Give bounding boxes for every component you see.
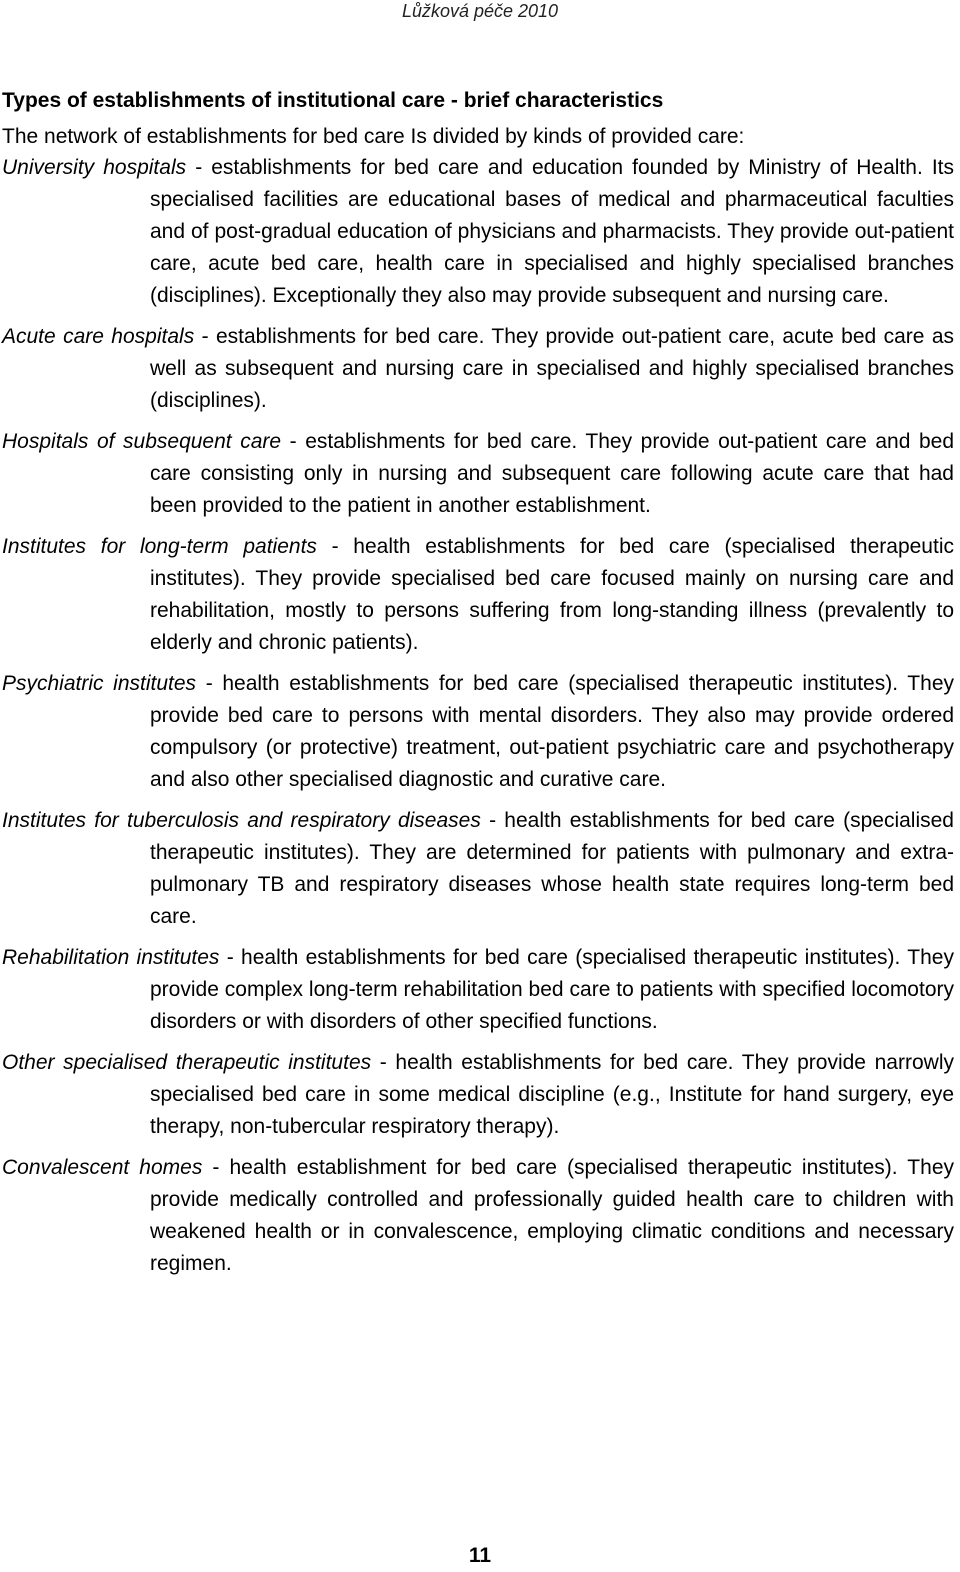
document-body bbox=[2, 86, 954, 1289]
entry-term: Other specialised therapeutic institutes bbox=[2, 1051, 372, 1074]
entry-description: - health establishment for bed care (specialised therapeutic institutes). They provide medically controlled and professionally guided health care to children with weakened health or in convalescence, employing climatic conditions and necessary regimen. bbox=[150, 1156, 954, 1275]
running-header: Lůžková péče 2010 bbox=[401, 1, 559, 21]
entry-psychiatric-institutes bbox=[2, 668, 954, 796]
entry-description: - health establishments for bed care (specialised therapeutic institutes). They provide specialised bed care focused mainly on nursing care and rehabilitation, mostly to persons suffering from long-standing illness (prevalently to elderly and chronic patients). bbox=[150, 535, 954, 654]
entry-description: - health establishments for bed care (specialised therapeutic institutes). They provide complex long-term rehabilitation bed care to patients with specified locomotory disorders or with disorders of other specified functions. bbox=[150, 946, 954, 1033]
entry-convalescent-homes bbox=[2, 1152, 954, 1280]
entry-other-specialised-institutes bbox=[2, 1047, 954, 1143]
entry-term: Acute care hospitals bbox=[2, 325, 195, 348]
entry-term: Psychiatric institutes bbox=[2, 672, 197, 695]
entry-description: - establishments for bed care. They provide out-patient care, acute bed care as well as subsequent and nursing care in specialised and highly specialised branches (disciplines). bbox=[150, 325, 954, 412]
entry-description: - establishments for bed care. They provide out-patient care and bed care consisting only in nursing and subsequent care following acute care that had been provided to the patient in another establishment. bbox=[150, 430, 954, 517]
intro-paragraph: The network of establishments for bed care Is divided by kinds of provided care: bbox=[2, 125, 745, 148]
entry-term: Hospitals of subsequent care bbox=[2, 430, 282, 453]
entry-description: - health establishments for bed care. They provide narrowly specialised bed care in some medical discipline (e.g., Institute for hand surgery, eye therapy, non-tubercular respiratory therapy). bbox=[150, 1051, 954, 1138]
entry-tuberculosis-institutes bbox=[2, 805, 954, 933]
entry-acute-care-hospitals bbox=[2, 321, 954, 417]
entry-term: University hospitals bbox=[2, 156, 187, 179]
entry-term: Convalescent homes bbox=[2, 1156, 203, 1179]
entry-description: - health establishments for bed care (specialised therapeutic institutes). They provide bed care to persons with mental disorders. They also may provide ordered compulsory (or protective) treatment, out-patient psychiatric care and psychotherapy and also other specialised diagnostic and curative care. bbox=[150, 672, 954, 791]
entry-description: - establishments for bed care and education founded by Ministry of Health. Its specialised facilities are educational bases of medical and pharmaceutical faculties and of post-gradual education of physicians and pharmacists. They provide out-patient care, acute bed care, health care in specialised and highly specialised branches (disciplines). Exceptionally they also may provide subsequent and nursing care. bbox=[150, 156, 954, 307]
entry-hospitals-subsequent-care bbox=[2, 426, 954, 522]
entry-long-term-patients bbox=[2, 531, 954, 659]
entry-description: - health establishments for bed care (specialised therapeutic institutes). They are determined for patients with pulmonary and extra-pulmonary TB and respiratory diseases whose health state requires long-term bed care. bbox=[150, 809, 954, 928]
entry-term: Rehabilitation institutes bbox=[2, 946, 220, 969]
entry-rehabilitation-institutes bbox=[2, 942, 954, 1038]
entry-university-hospitals bbox=[2, 152, 954, 312]
section-title: Types of establishments of institutional care - brief characteristics bbox=[2, 89, 664, 112]
entry-term: Institutes for long-term patients bbox=[2, 535, 317, 558]
entry-term: Institutes for tuberculosis and respiratory diseases bbox=[2, 809, 481, 832]
page-number: 11 bbox=[468, 1544, 492, 1567]
